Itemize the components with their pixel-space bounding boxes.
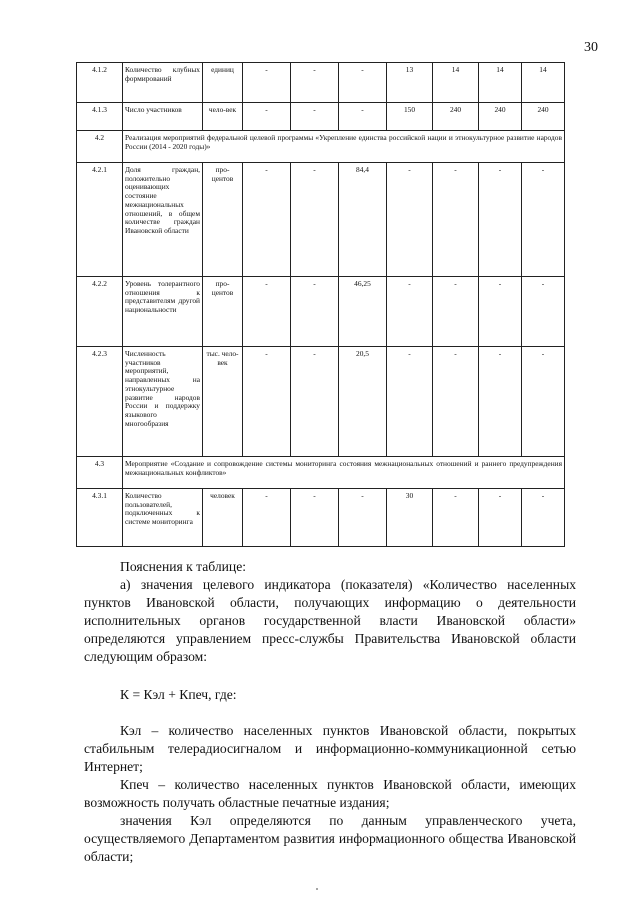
unit-cell: человек bbox=[203, 489, 243, 547]
value-cell: - bbox=[339, 63, 387, 103]
section-row bbox=[77, 131, 565, 163]
row-number-cell: 4.1.3 bbox=[77, 103, 123, 131]
value-cell: - bbox=[522, 163, 565, 277]
value-cell: - bbox=[479, 489, 522, 547]
value-cell: - bbox=[243, 103, 291, 131]
row-number-cell: 4.2.1 bbox=[77, 163, 123, 277]
value-cell: - bbox=[479, 163, 522, 277]
unit-cell: про-центов bbox=[203, 277, 243, 347]
indicator-name-cell: Доля граждан, положительно оценивающих состояние межнациональных отношений, в общем количестве граждан Ивановской области bbox=[123, 163, 203, 277]
row-number-cell: 4.3 bbox=[77, 457, 123, 489]
row-number-cell: 4.2.2 bbox=[77, 277, 123, 347]
indicator-name-cell: Уровень толерантного отношения к представителям другой национальности bbox=[123, 277, 203, 347]
value-cell: - bbox=[387, 347, 433, 457]
value-cell: - bbox=[243, 63, 291, 103]
table-row bbox=[77, 277, 565, 347]
value-cell: - bbox=[522, 277, 565, 347]
value-cell: 14 bbox=[433, 63, 479, 103]
value-cell: - bbox=[291, 63, 339, 103]
indicator-name-cell: Количество пользователей, подключенных к системе мониторинга bbox=[123, 489, 203, 547]
source-paragraph: значения Кэл определяются по данным управленческого учета, осуществляемого Департаментом развития информационного общества Ивановской области; bbox=[84, 813, 576, 864]
value-cell: - bbox=[522, 347, 565, 457]
section-title-cell: Реализация мероприятий федеральной целевой программы «Укрепление единства российской нации и этнокультурное развитие народов России (2014 - 2020 годы)» bbox=[123, 131, 565, 163]
table-notes bbox=[84, 558, 576, 866]
value-cell: - bbox=[243, 489, 291, 547]
value-cell: 84,4 bbox=[339, 163, 387, 277]
value-cell: - bbox=[479, 277, 522, 347]
definition-kel: Кэл – количество населенных пунктов Ивановской области, покрытых стабильным телерадиосигналом и информационно-коммуникационной сетью Интернет; bbox=[84, 723, 576, 774]
value-cell: - bbox=[291, 103, 339, 131]
value-cell: - bbox=[433, 163, 479, 277]
indicator-name-cell: Численность участников мероприятий, направленных на этнокультурное развитие народов России и поддержку языкового многообразия bbox=[123, 347, 203, 457]
table-row bbox=[77, 347, 565, 457]
row-number-cell: 4.2 bbox=[77, 131, 123, 163]
value-cell: 14 bbox=[522, 63, 565, 103]
value-cell: 240 bbox=[479, 103, 522, 131]
value-cell: - bbox=[243, 347, 291, 457]
value-cell: - bbox=[387, 163, 433, 277]
section-row bbox=[77, 457, 565, 489]
value-cell: - bbox=[243, 277, 291, 347]
value-cell: 150 bbox=[387, 103, 433, 131]
value-cell: 240 bbox=[433, 103, 479, 131]
value-cell: - bbox=[433, 489, 479, 547]
indicators-table bbox=[76, 62, 565, 547]
page-number: 30 bbox=[584, 40, 598, 55]
indicator-name-cell: Количество клубных формирований bbox=[123, 63, 203, 103]
note-a-paragraph: а) значения целевого индикатора (показателя) «Количество населенных пунктов Ивановской области, получающих информацию о деятельности исполнительных органов государственной власти Ивановской области» определяются управлением пресс-службы Правительства Ивановской области следующим образом: bbox=[84, 577, 576, 664]
value-cell: - bbox=[243, 163, 291, 277]
value-cell: 46,25 bbox=[339, 277, 387, 347]
value-cell: 20,5 bbox=[339, 347, 387, 457]
value-cell: - bbox=[291, 163, 339, 277]
unit-cell: тыс. чело-век bbox=[203, 347, 243, 457]
section-title-cell: Мероприятие «Создание и сопровождение системы мониторинга состояния межнациональных отношений и раннего предупреждения межнациональных конфликтов» bbox=[123, 457, 565, 489]
scan-speck bbox=[316, 888, 318, 890]
unit-cell: чело-век bbox=[203, 103, 243, 131]
table-row bbox=[77, 489, 565, 547]
unit-cell: про-центов bbox=[203, 163, 243, 277]
value-cell: - bbox=[291, 277, 339, 347]
table-row bbox=[77, 163, 565, 277]
value-cell: - bbox=[522, 489, 565, 547]
table-row bbox=[77, 103, 565, 131]
indicator-name-cell: Число участников bbox=[123, 103, 203, 131]
value-cell: 14 bbox=[479, 63, 522, 103]
value-cell: - bbox=[433, 347, 479, 457]
value-cell: 30 bbox=[387, 489, 433, 547]
value-cell: - bbox=[339, 489, 387, 547]
value-cell: - bbox=[479, 347, 522, 457]
value-cell: - bbox=[291, 347, 339, 457]
table-row bbox=[77, 63, 565, 103]
value-cell: - bbox=[339, 103, 387, 131]
unit-cell: единиц bbox=[203, 63, 243, 103]
row-number-cell: 4.2.3 bbox=[77, 347, 123, 457]
formula: К = Кэл + Кпеч, где: bbox=[120, 687, 237, 702]
value-cell: - bbox=[291, 489, 339, 547]
value-cell: 240 bbox=[522, 103, 565, 131]
row-number-cell: 4.1.2 bbox=[77, 63, 123, 103]
value-cell: - bbox=[433, 277, 479, 347]
notes-heading: Пояснения к таблице: bbox=[120, 559, 247, 574]
definition-kpech: Кпеч – количество населенных пунктов Ивановской области, имеющих возможность получать областные печатные издания; bbox=[84, 777, 576, 810]
value-cell: 13 bbox=[387, 63, 433, 103]
value-cell: - bbox=[387, 277, 433, 347]
row-number-cell: 4.3.1 bbox=[77, 489, 123, 547]
